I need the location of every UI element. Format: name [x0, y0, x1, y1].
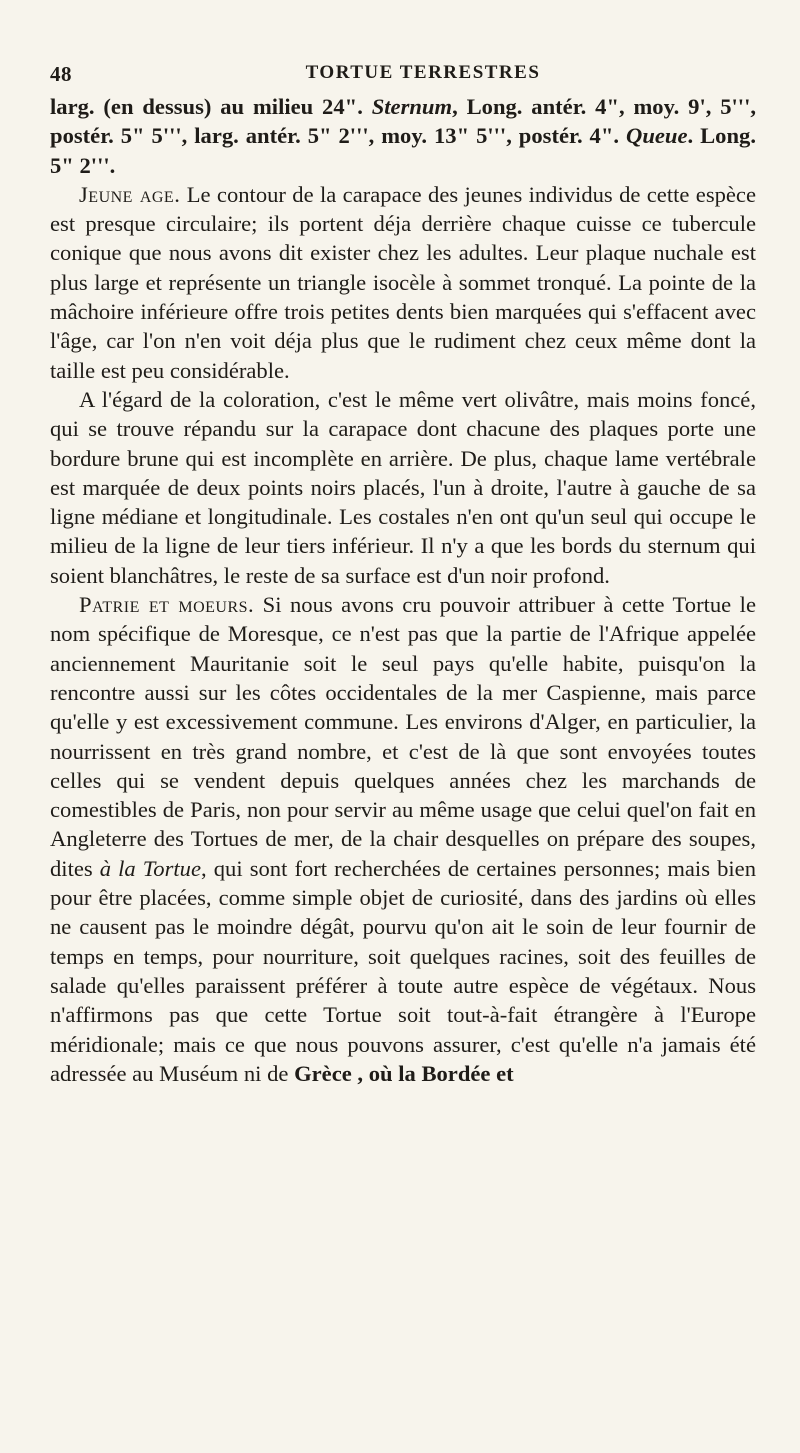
grece-bold: Grèce: [294, 1060, 352, 1086]
book-page: [50, 62, 756, 1088]
young-age-text: Le contour de la carapace des jeunes individus de cette espèce est presque circulaire; ils portent déja derrière chaque cuisse ce tubercule conique que nous avons dit exister chez les adultes. Leur plaque nuchale est plus large et représente un triangle isocèle à sommet tronqué. La pointe de la mâchoire inférieure offre trois petites dents bien marquées qui s'effacent avec l'âge, car l'on n'en voit déja plus que le rudiment chez ceux même dont la taille est peu considérable.: [50, 181, 756, 383]
running-title: TORTUE TERRESTRES: [305, 62, 541, 83]
section-heading-habitat: Patrie et moeurs.: [79, 592, 255, 618]
measurements-text-a: larg. (en dessus) au milieu 24".: [50, 94, 372, 119]
sternum-label: Sternum: [371, 94, 453, 119]
body-text: [50, 92, 756, 1088]
habitat-text-b: , qui sont fort recherchées de certaines personnes; mais bien pour être placées, comme simple objet de curiosité, dans des jardins où elles ne causent pas le moindre dégât, pourvu qu'on ait le soin de leur fournir de temps en temps, pour nourriture, soit quelques racines, soit des feuilles de salade qu'elles paraissent préférer à toute autre espèce de végétaux. Nous n'affirmons pas que cette Tortue soit tout-à-fait étrangère à l'Europe méridionale; mais ce que nous pouvons assurer, c'est qu'elle n'a jamais été adressée au Muséum ni de: [50, 855, 756, 1086]
measurements-text-b: , Long. antér. 4", moy. 9', 5''', postér. 5" 5''', larg. antér. 5" 2''', moy. 13" 5''', postér. 4".: [50, 94, 756, 149]
tortue-italic: à la Tortue: [99, 855, 201, 881]
section-heading-young-age: Jeune age.: [79, 181, 181, 207]
measurements-text-c: . Long. 5" 2'''.: [50, 123, 756, 178]
habitat-text-a: Si nous avons cru pouvoir attribuer à cette Tortue le nom spécifique de Moresque, ce n'est pas que la partie de l'Afrique appelée anciennement Mauritanie soit le seul pays qu'elle habite, puisqu'on la rencontre aussi sur les côtes occidentales de la mer Caspienne, mais parce qu'elle y est excessivement commune. Les environs d'Alger, en particulier, la nourrissent en très grand nombre, et c'est de là que sont envoyées toutes celles qui se vendent depuis quelques années chez les marchands de comestibles de Paris, non pour servir au même usage que celui quel'on fait en Angleterre des Tortues de mer, de la chair desquelles on prépare des soupes, dites: [50, 592, 756, 881]
habitat-text-c: , où la Bordée et: [351, 1060, 514, 1086]
habitat-paragraph: [50, 590, 756, 1088]
page-number: 48: [50, 62, 72, 86]
queue-label: Queue: [626, 123, 688, 149]
young-age-paragraph: [50, 180, 756, 385]
measurements-paragraph: [50, 92, 756, 180]
coloration-paragraph: A l'égard de la coloration, c'est le même vert olivâtre, mais moins foncé, qui se trouve répandu sur la carapace dont chacune des plaques porte une bordure brune qui est incomplète en arrière. De plus, chaque lame vertébrale est marquée de deux points noirs placés, l'un à droite, l'autre à gauche de sa ligne médiane et longitudinale. Les costales n'en ont qu'un seul qui occupe le milieu de la ligne de leur tiers inférieur. Il n'y a que les bords du sternum qui soient blanchâtres, le reste de sa surface est d'un noir profond.: [50, 386, 756, 588]
page-header: [50, 62, 756, 92]
